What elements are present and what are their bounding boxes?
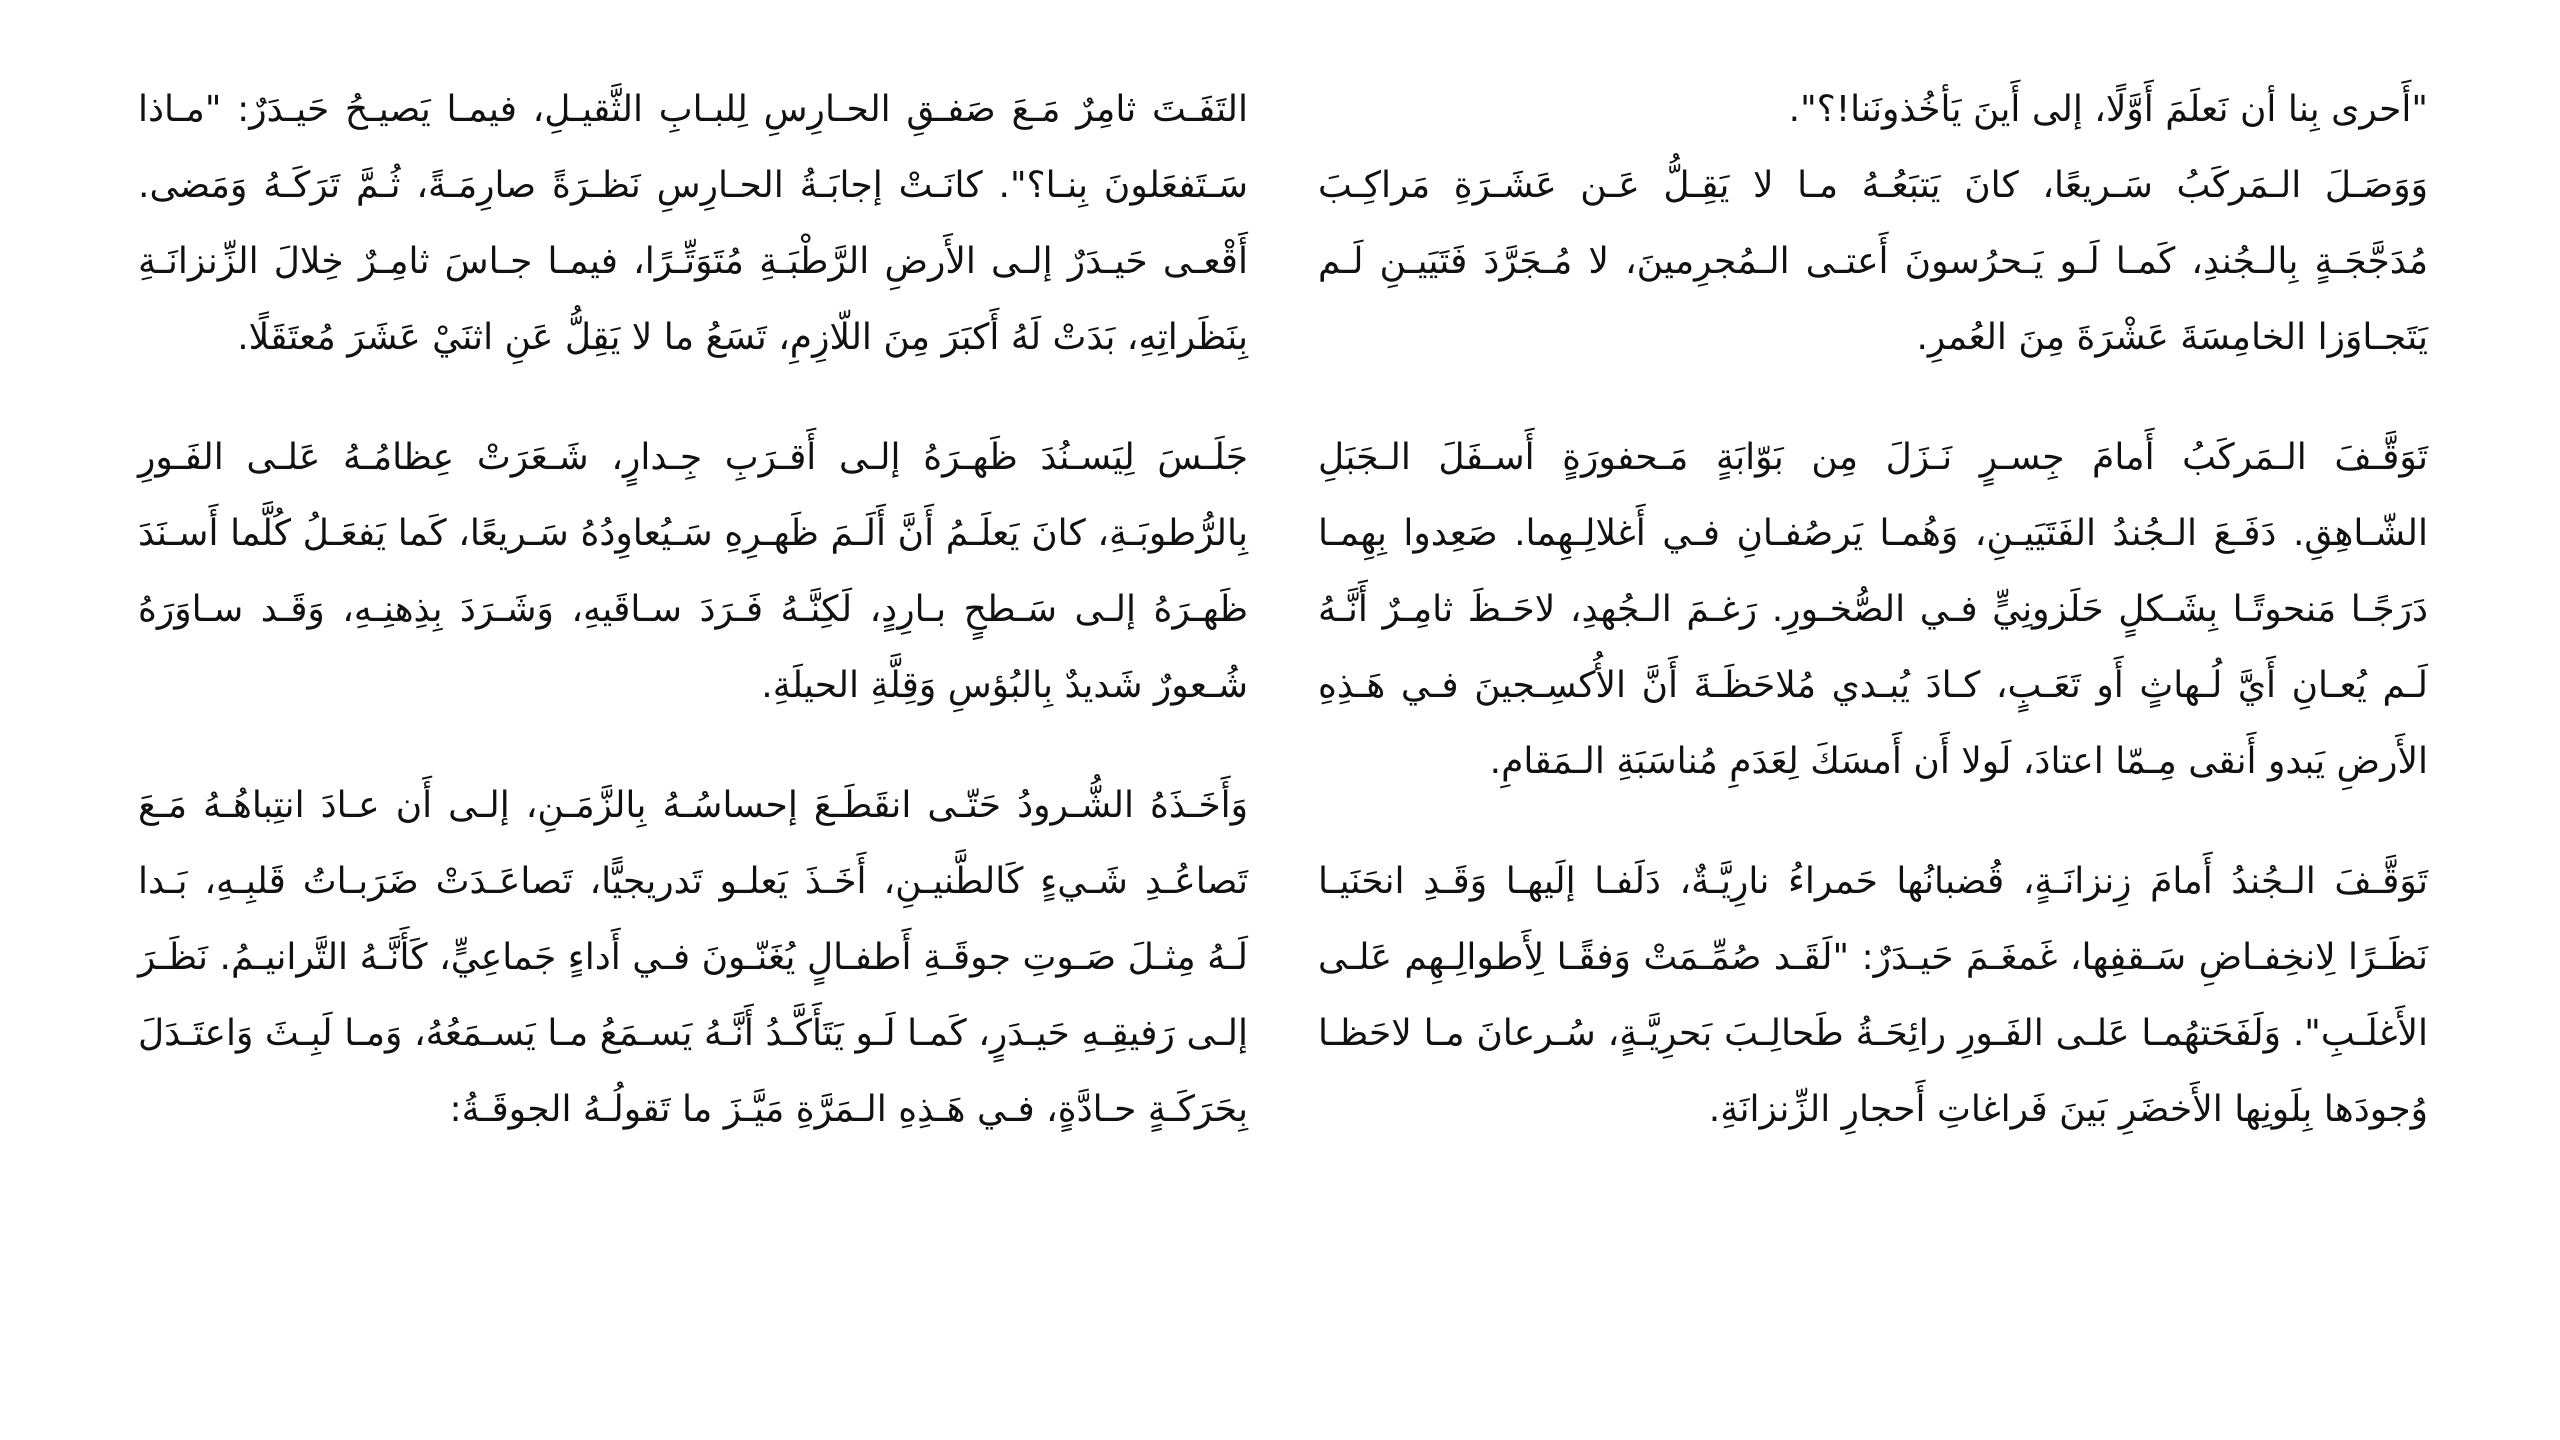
paragraph: "أَحرى بِنا أن نَعلَمَ أَوَّلًا، إلى أَينَ يَأخُذونَنا!؟". وَوَصَـلَ الـمَركَبُ سَـريعًا، كانَ يَتبَعُـهُ مـا لا يَقِـلُّ عَـن عَشَـرَةِ مَراكِـبَ مُدَجَّجَـةٍ بِالـجُندِ، كَمـا لَـو يَـحرُسونَ أَعتـى الـمُجرِمينَ، لا مُـجَرَّدَ فَتَيَيـنِ لَـم يَتَجـاوَزا الخامِسَةَ عَشْرَةَ مِنَ العُمرِ.	[1318, 89, 2428, 358]
paragraph: وَأَخَـذَهُ الشُّـرودُ حَتّـى انقَطَـعَ إحساسُـهُ بِالزَّمَـنِ، إلـى أَن عـادَ انتِباهُـهُ مَـعَ تَصاعُـدِ شَـيءٍ كَالطَّنيـنِ، أَخَـذَ يَعلـو تَدريجيًّا، تَصاعَـدَتْ ضَرَبـاتُ قَلبِـهِ، بَـدا لَـهُ مِثـلَ صَـوتِ جوقَـةِ أَطفـالٍ يُغَنّـونَ فـي أَداءٍ جَماعِيٍّ، كَأَنَّـهُ التَّرانيـمُ. نَظَـرَ إلـى رَفيقِـهِ حَيـدَرٍ، كَمـا لَـو يَتَأَكَّـدُ أَنَّـهُ يَسـمَعُ مـا يَسـمَعُهُ، وَمـا لَبِـثَ وَاعتَـدَلَ بِحَرَكَـةٍ حـادَّةٍ، فـي هَـذِهِ الـمَرَّةِ مَيَّـزَ ما تَقولُـهُ الجوقَـةُ:	[138, 785, 1248, 1130]
right-page	[1318, 72, 2428, 1192]
paragraph: التَفَـتَ ثامِرٌ مَـعَ صَفـقِ الحـارِسِ لِلبـابِ الثَّقيـلِ، فيمـا يَصيـحُ حَيـدَرٌ: "مـاذا سَـتَفعَلونَ بِنـا؟". كانَـتْ إجابَـةُ الحـارِسِ نَظـرَةً صارِمَـةً، ثُـمَّ تَرَكَـهُ وَمَضى. أَقْعـى حَيـدَرٌ إلـى الأَرضِ الرَّطْبَـةِ مُتَوَتِّـرًا، فيمـا جـاسَ ثامِـرٌ خِلالَ الزِّنزانَـةِ بِنَظَراتِهِ، بَدَتْ لَهُ أَكبَرَ مِنَ اللّازِمِ، تَسَعُ ما لا يَقِلُّ عَنِ اثنَيْ عَشَرَ مُعتَقَلًا.	[138, 89, 1248, 358]
paragraph: تَوَقَّـفَ الـمَركَبُ أَمامَ جِسـرٍ نَـزَلَ مِن بَوّابَةٍ مَـحفورَةٍ أَسـفَلَ الـجَبَلِ الشّـاهِقِ. دَفَـعَ الـجُندُ الفَتَيَيـنِ، وَهُمـا يَرصُفـانِ فـي أَغلالِـهِما. صَعِدوا بِهِمـا دَرَجًـا مَنحوتًـا بِشَـكلٍ حَلَزونِيٍّ فـي الصُّخـورِ. رَغـمَ الـجُهدِ، لاحَـظَ ثامِـرٌ أَنَّـهُ لَـم يُعـانِ أَيَّ لُـهاثٍ أَو تَعَـبٍ، كـادَ يُبـدي مُلاحَظَـةَ أَنَّ الأُكسِـجينَ فـي هَـذِهِ الأَرضِ يَبدو أَنقى مِـمّا اعتادَ، لَولا أَن أَمسَكَ لِعَدَمِ مُناسَبَةِ الـمَقامِ.	[1318, 437, 2428, 782]
paragraph: جَلَـسَ لِيَسـنُدَ ظَهـرَهُ إلـى أَقـرَبِ جِـدارٍ، شَـعَرَتْ عِظامُـهُ عَلـى الفَـورِ بِالرُّطوبَـةِ، كانَ يَعلَـمُ أَنَّ أَلَـمَ ظَهـرِهِ سَـيُعاوِدُهُ سَـريعًا، كَما يَفعَـلُ كُلَّما أَسـنَدَ ظَهـرَهُ إلـى سَـطحٍ بـارِدٍ، لَكِنَّـهُ فَـرَدَ سـاقَيهِ، وَشَـرَدَ بِذِهنِـهِ، وَقَـد سـاوَرَهُ شُـعورٌ شَديدٌ بِالبُؤسِ وَقِلَّةِ الحيلَةِ.	[138, 437, 1248, 706]
left-page	[138, 72, 1248, 1192]
paragraph: تَوَقَّـفَ الـجُندُ أَمامَ زِنزانَـةٍ، قُضبانُها حَمراءُ نارِيَّـةٌ، دَلَفـا إلَيهـا وَقَـدِ انحَنَيـا نَظَـرًا لِانخِفـاضِ سَـقفِها، غَمغَـمَ حَيـدَرٌ: "لَقَـد صُمِّـمَتْ وَفقًـا لِأَطوالِـهِم عَلـى الأَغلَـبِ". وَلَفَحَتهُمـا عَلـى الفَـورِ رائِحَـةُ طَحالِـبَ بَحرِيَّـةٍ، سُـرعانَ مـا لاحَظـا وُجودَها بِلَونِها الأَخضَرِ بَينَ فَراغاتِ أَحجارِ الزِّنزانَةِ.	[1318, 861, 2428, 1130]
